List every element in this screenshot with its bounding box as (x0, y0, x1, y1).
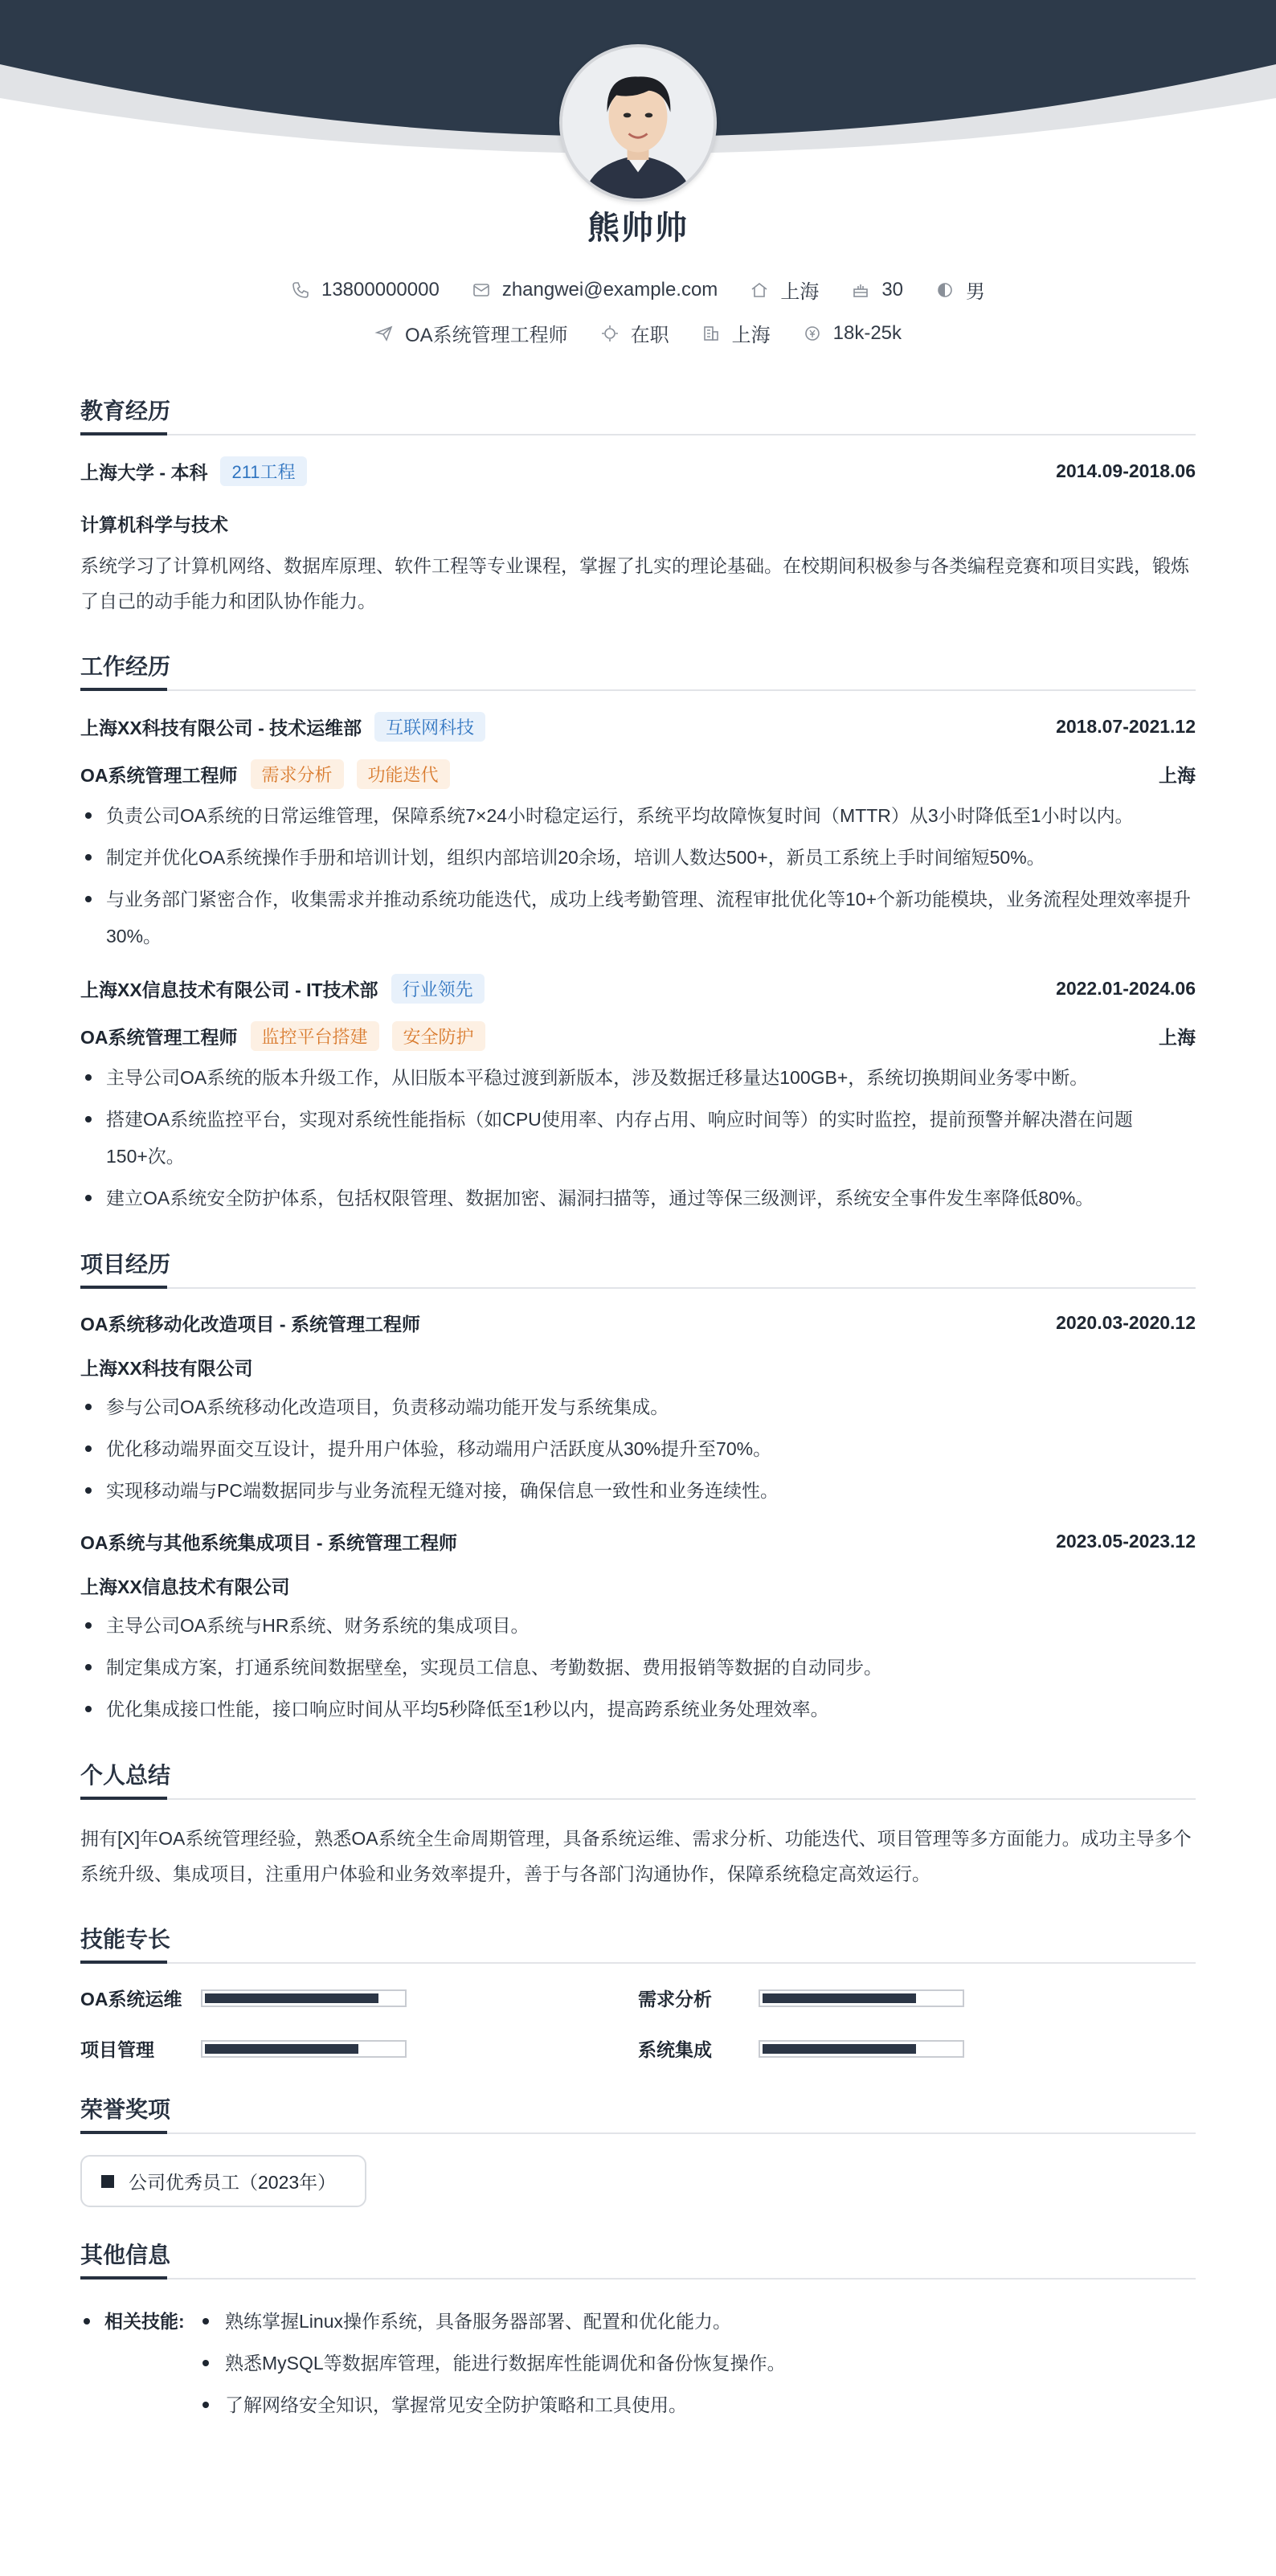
education-date: 2014.09-2018.06 (1056, 460, 1196, 481)
projects-section (80, 1247, 1196, 1728)
project-head (80, 1528, 1196, 1555)
project-head (80, 1310, 1196, 1336)
salary-text: 18k-25k (832, 321, 902, 344)
list-item: 熟悉MySQL等数据库管理，能进行数据库性能调优和备份恢复操作。 (199, 2342, 786, 2384)
work-company-row (80, 974, 1196, 1004)
project-name: OA系统与其他系统集成项目 - 系统管理工程师 (80, 1532, 457, 1553)
phone-item (291, 279, 440, 301)
project-company: 上海XX信息技术有限公司 (80, 1576, 290, 1597)
work-role-tag: 监控平台搭建 (251, 1021, 379, 1051)
work-company: 上海XX科技有限公司 - 技术运维部 (80, 718, 362, 738)
honors-section (80, 2092, 1196, 2207)
list-item: 优化集成接口性能，接口响应时间从平均5秒降低至1秒以内，提高跨系统业务处理效率。 (80, 1691, 1196, 1728)
age-text: 30 (881, 278, 904, 301)
list-item: 主导公司OA系统的版本升级工作，从旧版本平稳过渡到新版本，涉及数据迁移量达100GB+，系统切换期间业务零中断。 (80, 1059, 1196, 1096)
work-location: 上海 (1159, 1027, 1196, 1048)
project-entry (80, 1528, 1196, 1728)
education-section (80, 394, 1196, 619)
school-name: 上海大学 - 本科 (80, 462, 208, 483)
skill-item (80, 2035, 638, 2062)
other-skills (80, 2300, 1196, 2426)
gender-icon (935, 280, 955, 300)
list-item: 了解网络安全知识，掌握常见安全防护策略和工具使用。 (199, 2384, 786, 2426)
list-item: 建立OA系统安全防护体系，包括权限管理、数据加密、漏洞扫描等，通过等保三级测评，系统安全事件发生率降低80%。 (80, 1180, 1196, 1216)
work-entry (80, 974, 1196, 1216)
skills-grid (80, 1985, 1196, 2062)
work-role-tag: 安全防护 (392, 1021, 485, 1051)
status-icon (600, 324, 620, 343)
list-item: 实现移动端与PC端数据同步与业务流程无缝对接，确保信息一致性和业务连续性。 (80, 1472, 1196, 1509)
work-role-row (80, 759, 1196, 789)
project-company: 上海XX科技有限公司 (80, 1358, 253, 1379)
list-item: 制定集成方案，打通系统间数据壁垒，实现员工信息、考勤数据、费用报销等数据的自动同步。 (80, 1649, 1196, 1686)
skill-bar (201, 2040, 407, 2058)
send-icon (374, 324, 394, 343)
skill-fill (763, 2044, 916, 2054)
email-text: zhangwei@example.com (501, 278, 718, 301)
skill-item (80, 1985, 638, 2011)
list-item: 熟练掌握Linux操作系统，具备服务器部署、配置和优化能力。 (199, 2300, 786, 2342)
summary-title: 个人总结 (80, 1758, 1196, 1800)
position-text: OA系统管理工程师 (404, 325, 568, 346)
other-list (199, 2300, 786, 2426)
summary-text: 拥有[X]年OA系统管理经验，熟悉OA系统全生命周期管理，具备系统运维、需求分析、功能迭代、项目管理等多方面能力。成功主导多个系统升级、集成项目，注重用户体验和业务效率提升，善于与各部门沟通协作，保障系统稳定高效运行。 (80, 1828, 1192, 1884)
work-title: 工作经历 (80, 649, 1196, 691)
money-icon (803, 324, 822, 343)
other-title: 其他信息 (80, 2238, 1196, 2280)
list-item: 与业务部门紧密合作，收集需求并推动系统功能迭代，成功上线考勤管理、流程审批优化等10+个新功能模块，业务流程处理效率提升30%。 (80, 881, 1196, 955)
work-role-tag: 功能迭代 (357, 759, 450, 789)
list-item: 搭建OA系统监控平台，实现对系统性能指标（如CPU使用率、内存占用、响应时间等）的实时监控，提前预警并解决潜在问题150+次。 (80, 1101, 1196, 1175)
skills-title: 技能专长 (80, 1922, 1196, 1964)
project-name: OA系统移动化改造项目 - 系统管理工程师 (80, 1314, 420, 1335)
other-label: 相关技能: (80, 2300, 199, 2342)
mail-icon (472, 280, 491, 300)
phone-icon (291, 280, 310, 300)
honors-title: 荣誉奖项 (80, 2092, 1196, 2134)
position-item (374, 319, 568, 347)
work-bullets (80, 797, 1196, 955)
honor-card (80, 2155, 366, 2207)
resume-content (80, 394, 1196, 2456)
gender-text: 男 (966, 281, 986, 303)
age-item (851, 279, 903, 301)
salary-item (803, 322, 902, 345)
major-name: 计算机科学与技术 (80, 514, 228, 535)
status-text: 在职 (630, 325, 669, 346)
other-section (80, 2238, 1196, 2426)
phone-text: 13800000000 (321, 278, 440, 301)
list-item: 参与公司OA系统移动化改造项目，负责移动端功能开发与系统集成。 (80, 1388, 1196, 1425)
avatar-photo (562, 47, 714, 198)
city-item (750, 276, 819, 304)
school-tag: 211工程 (220, 456, 306, 486)
skill-fill (205, 1993, 378, 2003)
work-city-text: 上海 (731, 325, 771, 346)
work-bullets (80, 1059, 1196, 1216)
list-item: 负责公司OA系统的日常运维管理，保障系统7×24小时稳定运行，系统平均故障恢复时间（MTTR）从3小时降低至1小时以内。 (80, 797, 1196, 834)
avatar (559, 44, 717, 202)
work-company: 上海XX信息技术有限公司 - IT技术部 (80, 979, 378, 1000)
project-entry (80, 1310, 1196, 1509)
candidate-name: 熊帅帅 (587, 211, 689, 246)
job-intent-row (0, 319, 1276, 347)
work-role: OA系统管理工程师 (80, 765, 238, 786)
skill-bar (201, 1989, 407, 2007)
work-location: 上海 (1159, 765, 1196, 786)
project-date: 2020.03-2020.12 (1056, 1312, 1196, 1333)
work-company-tag: 行业领先 (391, 974, 485, 1004)
skill-name: 系统集成 (638, 2039, 712, 2060)
cake-icon (851, 280, 870, 300)
work-company-row (80, 712, 1196, 742)
work-role-tag: 需求分析 (251, 759, 344, 789)
education-desc: 系统学习了计算机网络、数据库原理、软件工程等专业课程，掌握了扎实的理论基础。在校期间积极参与各类编程竞赛和项目实践，锻炼了自己的动手能力和团队协作能力。 (80, 555, 1189, 611)
skill-name: 项目管理 (80, 2039, 154, 2060)
city-text: 上海 (780, 281, 820, 303)
skill-fill (763, 1993, 916, 2003)
work-role: OA系统管理工程师 (80, 1027, 238, 1048)
summary-section (80, 1758, 1196, 1891)
status-item (600, 319, 669, 347)
work-date: 2018.07-2021.12 (1056, 716, 1196, 737)
list-item: 优化移动端界面交互设计，提升用户体验，移动端用户活跃度从30%提升至70%。 (80, 1430, 1196, 1467)
work-city-item (701, 319, 771, 347)
skill-bar (759, 2040, 964, 2058)
education-title: 教育经历 (80, 394, 1196, 435)
skill-fill (205, 2044, 358, 2054)
work-company-tag: 互联网科技 (374, 712, 485, 742)
home-icon (750, 280, 769, 300)
skill-name: OA系统运维 (80, 1989, 182, 2010)
projects-title: 项目经历 (80, 1247, 1196, 1289)
building-icon (701, 324, 721, 343)
work-section (80, 649, 1196, 1216)
contact-row (0, 276, 1276, 304)
skill-item (638, 2035, 1196, 2062)
square-icon (101, 2175, 114, 2188)
list-item: 主导公司OA系统与HR系统、财务系统的集成项目。 (80, 1607, 1196, 1644)
work-entry (80, 712, 1196, 955)
work-date: 2022.01-2024.06 (1056, 978, 1196, 999)
work-role-row (80, 1021, 1196, 1051)
skill-bar (759, 1989, 964, 2007)
project-date: 2023.05-2023.12 (1056, 1531, 1196, 1552)
education-head (80, 456, 1196, 486)
skill-item (638, 1985, 1196, 2011)
project-bullets (80, 1607, 1196, 1728)
skills-section (80, 1922, 1196, 2062)
email-item (472, 279, 718, 301)
gender-item (935, 276, 985, 304)
list-item: 制定并优化OA系统操作手册和培训计划，组织内部培训20余场，培训人数达500+，新员工系统上手时间缩短50%。 (80, 839, 1196, 876)
project-bullets (80, 1388, 1196, 1509)
honor-text: 公司优秀员工（2023年） (129, 2172, 337, 2193)
skill-name: 需求分析 (638, 1989, 712, 2010)
